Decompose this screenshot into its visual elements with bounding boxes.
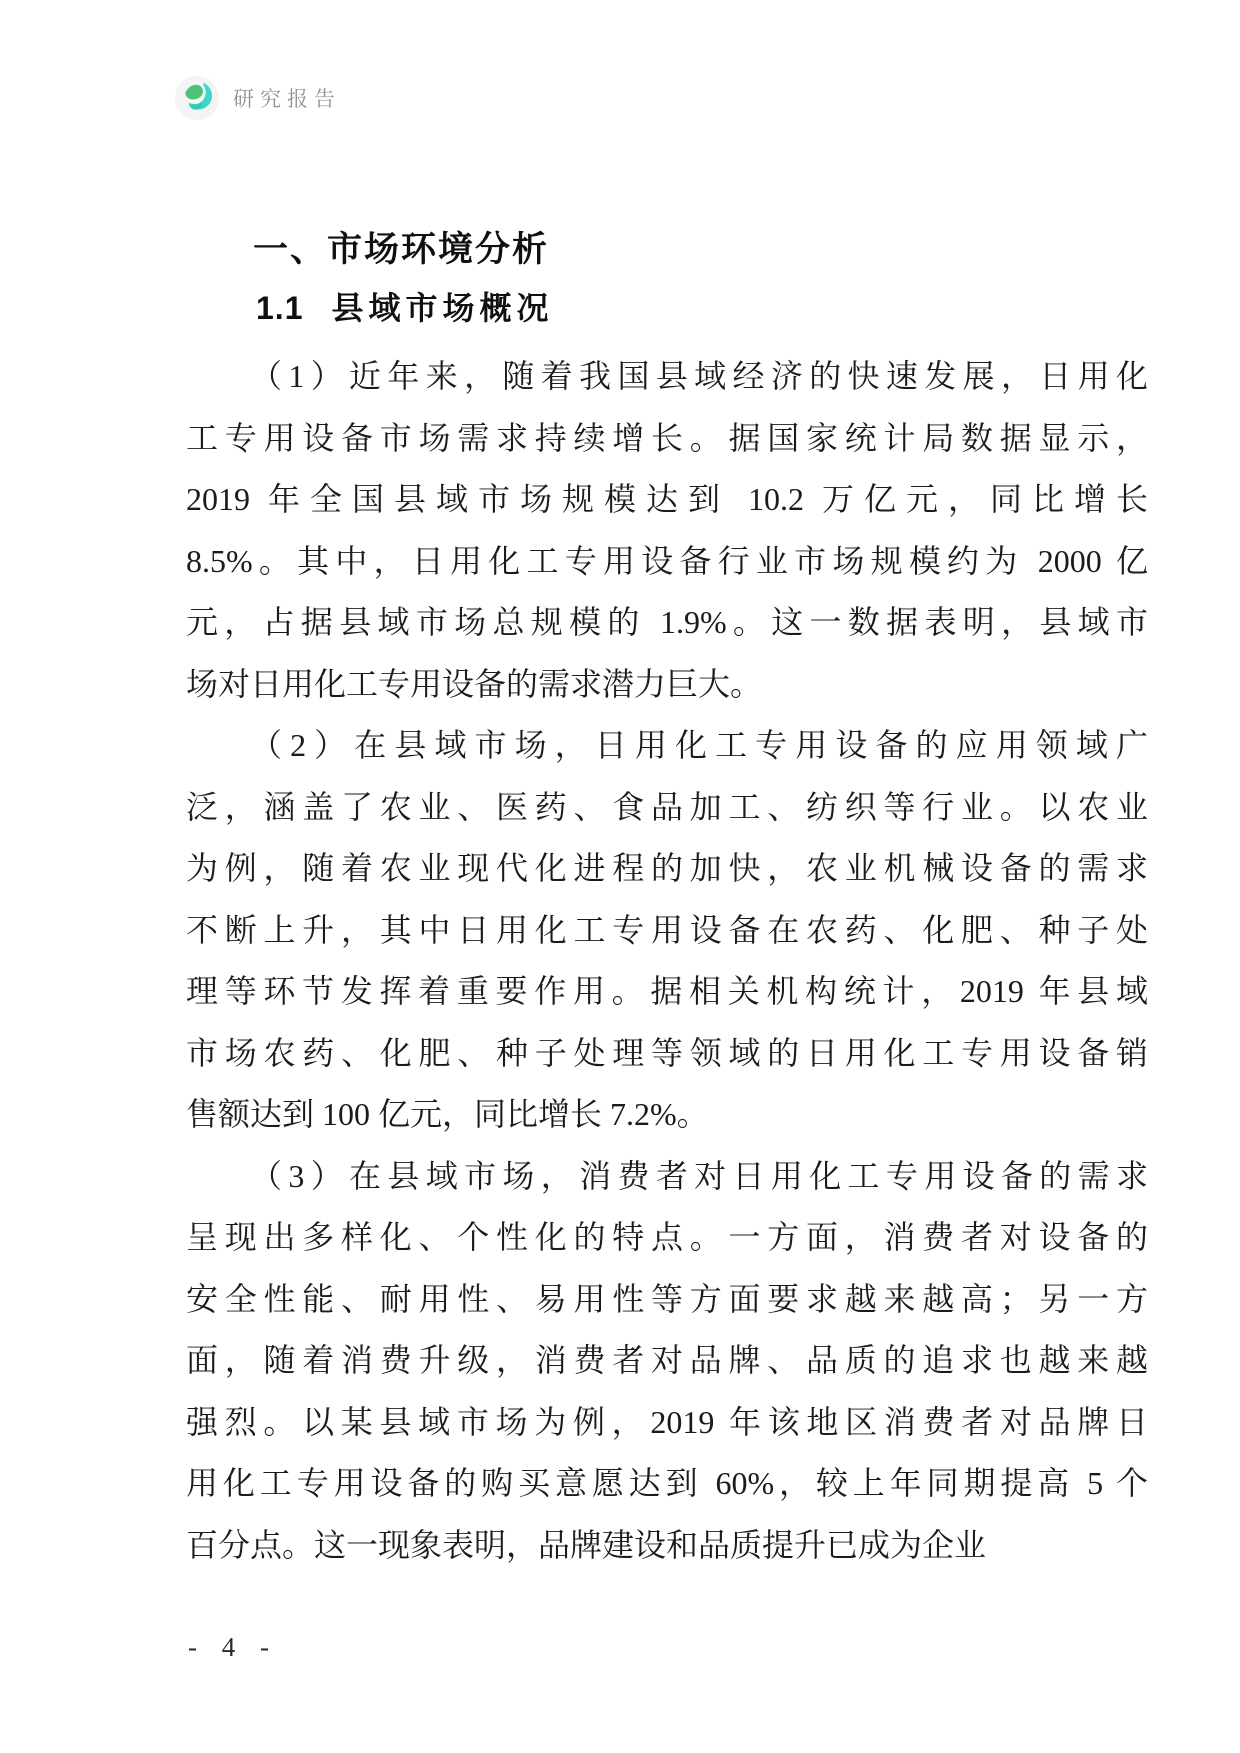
text-line: （2）在县域市场，日用化工专用设备的应用领域广 bbox=[250, 727, 1148, 763]
text-line: 安全性能、耐用性、易用性等方面要求越来越高；另一方 bbox=[186, 1280, 1148, 1317]
text-line: （1）近年来，随着我国县域经济的快速发展，日用化 bbox=[250, 358, 1148, 394]
text-line: 为例，随着农业现代化进程的加快，农业机械设备的需求 bbox=[186, 850, 1148, 886]
text-line: 2019 年全国县域市场规模达到 10.2 万亿元，同比增长 bbox=[186, 481, 1148, 517]
brand-text: 研究报告 bbox=[233, 87, 341, 111]
text-line: 8.5%。其中，日用化工专用设备行业市场规模约为 2000 亿 bbox=[186, 542, 1148, 579]
text-line: 售额达到 100 亿元，同比增长 7.2%。 bbox=[186, 1096, 709, 1132]
text-line: （3）在县域市场，消费者对日用化工专用设备的需求 bbox=[250, 1157, 1148, 1194]
text-line: 理等环节发挥着重要作用。据相关机构统计，2019 年县域 bbox=[186, 973, 1148, 1009]
page-footer bbox=[188, 1632, 278, 1663]
subsection-heading bbox=[256, 288, 554, 328]
text-line: 市场农药、化肥、种子处理等领域的日用化工专用设备销 bbox=[186, 1034, 1148, 1071]
text-line: 元，占据县域市场总规模的 1.9%。这一数据表明，县域市 bbox=[186, 604, 1148, 640]
section-heading: 一、市场环境分析 bbox=[253, 230, 550, 269]
paragraph bbox=[186, 715, 1148, 1146]
paragraph bbox=[186, 1146, 1148, 1577]
page-number: - 4 - bbox=[188, 1632, 278, 1662]
report-brand bbox=[174, 75, 341, 121]
text-line: 强烈。以某县域市场为例，2019 年该地区消费者对品牌日 bbox=[186, 1403, 1148, 1440]
text-line: 场对日用化工专用设备的需求潜力巨大。 bbox=[186, 665, 763, 702]
brand-logo-icon bbox=[174, 75, 220, 121]
subsection-title: 县域市场概况 bbox=[331, 290, 554, 326]
text-line: 百分点。这一现象表明，品牌建设和品质提升已成为企业 bbox=[186, 1526, 987, 1563]
document-body bbox=[186, 346, 1148, 1576]
text-line: 用化工专用设备的购买意愿达到 60%，较上年同期提高 5 个 bbox=[186, 1465, 1148, 1501]
text-line: 工专用设备市场需求持续增长。据国家统计局数据显示， bbox=[186, 419, 1148, 456]
text-line: 呈现出多样化、个性化的特点。一方面，消费者对设备的 bbox=[186, 1219, 1148, 1255]
text-line: 泛，涵盖了农业、医药、食品加工、纺织等行业。以农业 bbox=[186, 788, 1148, 825]
paragraph bbox=[186, 346, 1148, 715]
subsection-number: 1.1 bbox=[256, 290, 304, 326]
text-line: 面，随着消费升级，消费者对品牌、品质的追求也越来越 bbox=[186, 1342, 1148, 1378]
text-line: 不断上升，其中日用化工专用设备在农药、化肥、种子处 bbox=[186, 911, 1148, 948]
